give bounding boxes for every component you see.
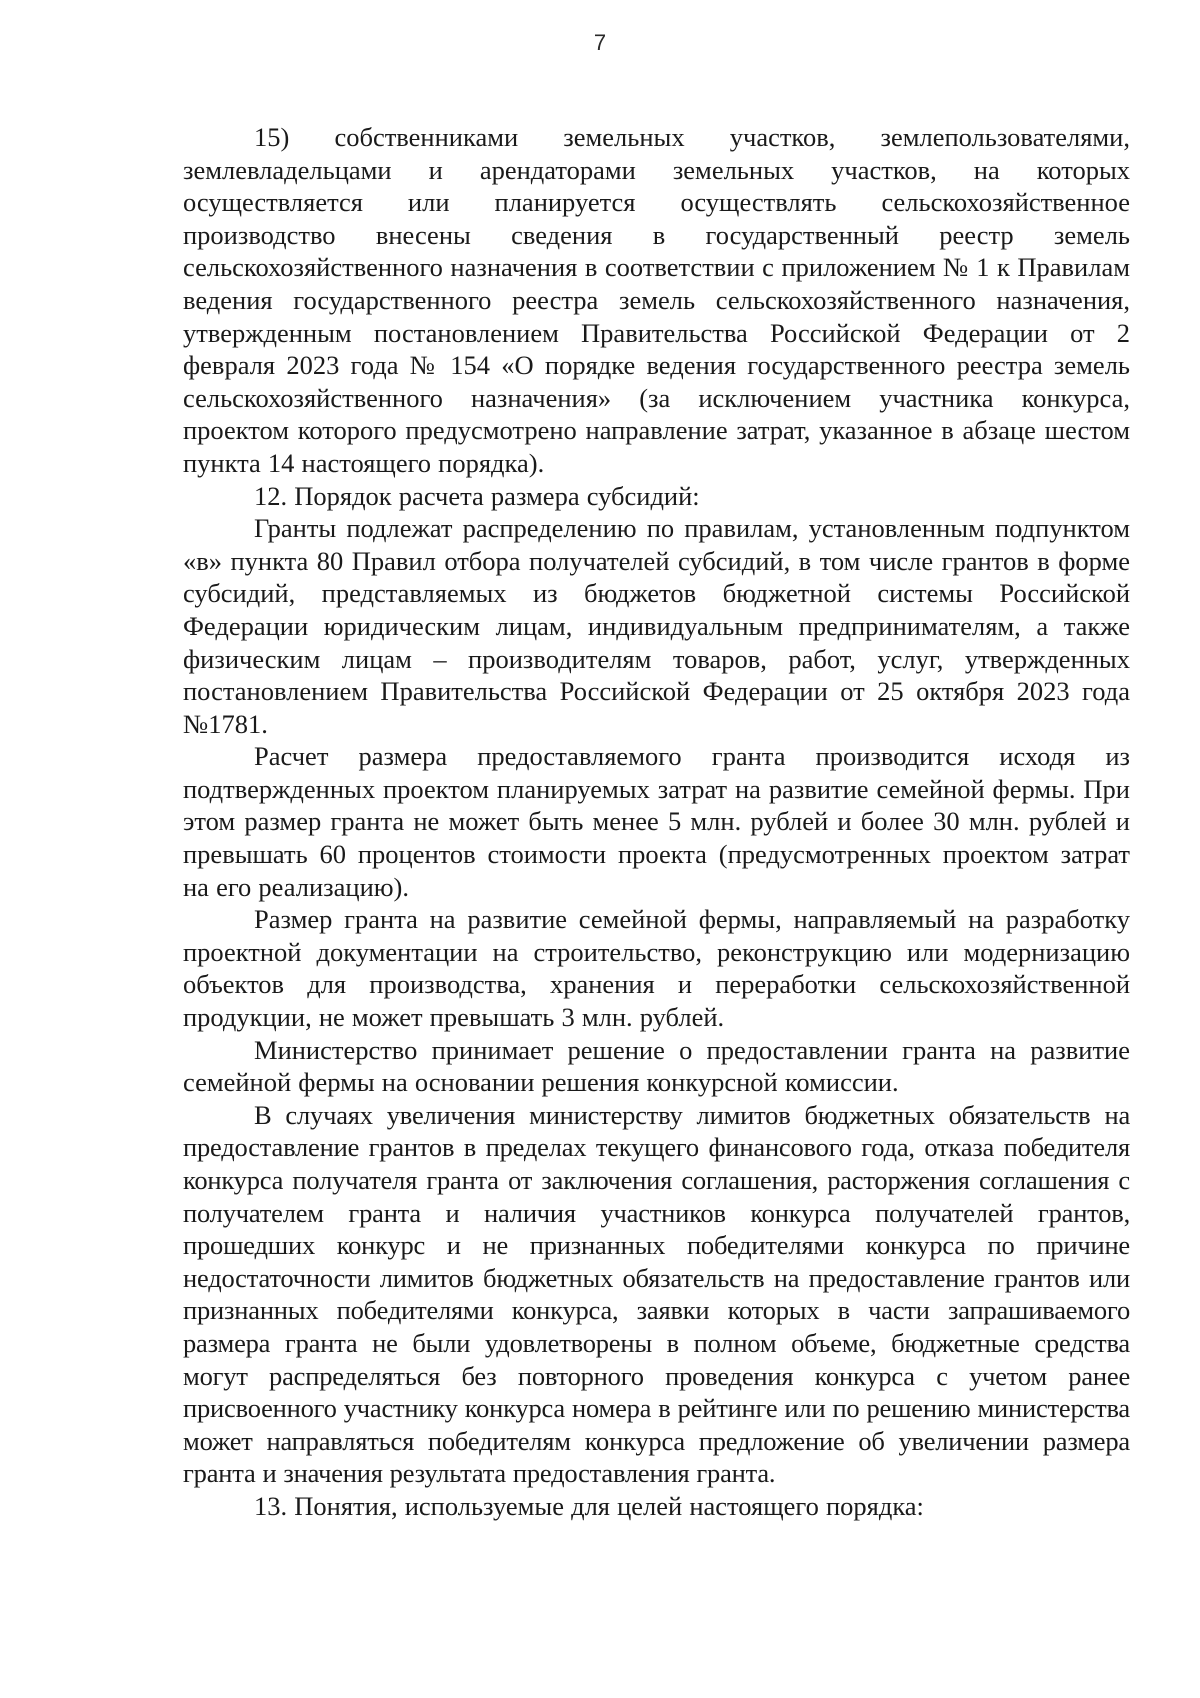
page-number: 7: [593, 30, 607, 55]
paragraph-ministry-decision: Министерство принимает решение о предоставлении гранта на развитие семейной фермы на основании решения конкурсной комиссии.: [183, 1034, 1130, 1098]
document-body: [183, 121, 1130, 1523]
paragraph-design-documentation-grant: Размер гранта на развитие семейной фермы, направляемый на разработку проектной документации на строительство, реконструкцию или модернизацию объектов для производства, хранения и переработки сельскохозяйственной продукции, не может превышать 3 млн. рублей.: [183, 904, 1130, 1033]
section-heading-13: 13. Понятия, используемые для целей настоящего порядка:: [254, 1490, 924, 1521]
paragraph-grants-distribution: Гранты подлежат распределению по правилам, установленным подпунктом «в» пункта 80 Правил отбора получателей субсидий, в том числе грантов в форме субсидий, представляемых из бюджетов бюджетной системы Российской Федерации юридическим лицам, индивидуальным предпринимателям, а также физическим лицам – производителям товаров, работ, услуг, утвержденных постановлением Правительства Российской Федерации от 25 октября 2023 года №1781.: [183, 513, 1130, 739]
section-heading-12: 12. Порядок расчета размера субсидий:: [254, 480, 700, 511]
paragraph-grant-calculation: Расчет размера предоставляемого гранта производится исходя из подтвержденных проектом планируемых затрат на развитие семейной фермы. При этом размер гранта не может быть менее 5 млн. рублей и более 30 млн. рублей и превышать 60 процентов стоимости проекта (предусмотренных проектом затрат на его реализацию).: [183, 741, 1130, 902]
paragraph-limits-increase: В случаях увеличения министерству лимитов бюджетных обязательств на предоставление грантов в пределах текущего финансового года, отказа победителя конкурса получателя гранта от заключения соглашения, расторжения соглашения с получателем гранта и наличия участников конкурса получателей грантов, прошедших конкурс и не признанных победителями конкурса по причине недостаточности лимитов бюджетных обязательств на предоставление грантов или признанных победителями конкурса, заявки которых в части запрашиваемого размера гранта не были удовлетворены в полном объеме, бюджетные средства могут распределяться без повторного проведения конкурса с учетом ранее присвоенного участнику конкурса номера в рейтинге или по решению министерства может направляться победителям конкурса предложение об увеличении размера гранта и значения результата предоставления гранта.: [183, 1099, 1130, 1489]
paragraph-item-15: 15) собственниками земельных участков, землепользователями, землевладельцами и арендаторами земельных участков, на которых осуществляется или планируется осуществлять сельскохозяйственное производство внесены сведения в государственный реестр земель сельскохозяйственного назначения в соответствии с приложением № 1 к Правилам ведения государственного реестра земель сельскохозяйственного назначения, утвержденным постановлением Правительства Российской Федерации от 2 февраля 2023 года № 154 «О порядке ведения государственного реестра земель сельскохозяйственного назначения» (за исключением участника конкурса, проектом которого предусмотрено направление затрат, указанное в абзаце шестом пункта 14 настоящего порядка).: [183, 122, 1130, 478]
